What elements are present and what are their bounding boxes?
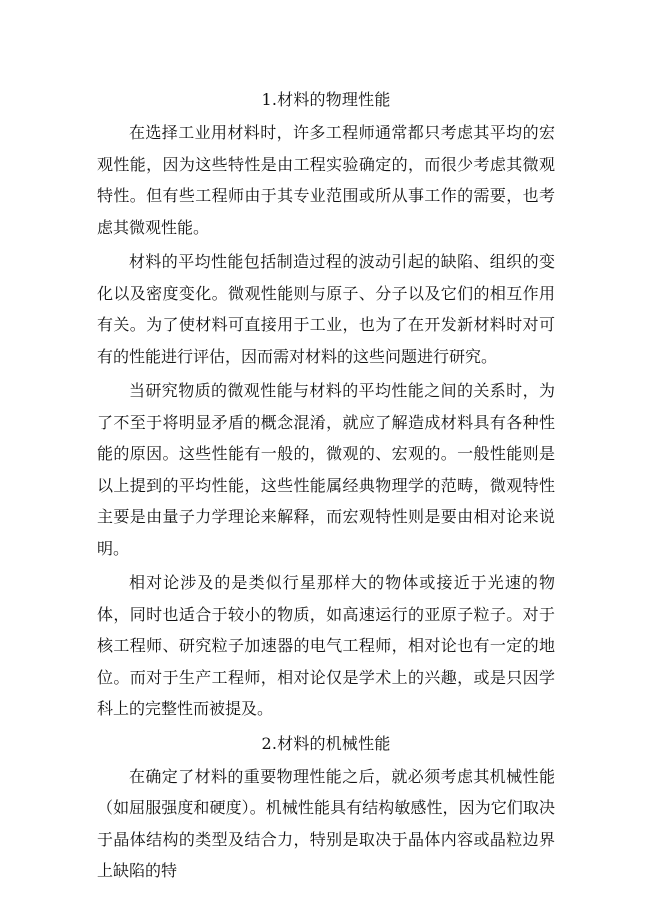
section-2-paragraph-1: 在确定了材料的重要物理性能之后，就必须考虑其机械性能（如屈服强度和硬度）。机械性能具有结构敏感性，因为它们取决于晶体结构的类型及结合力，特别是取决于晶体内容或晶粒边界上缺陷的特 bbox=[97, 766, 555, 880]
section-2-title: 2.材料的机械性能 bbox=[261, 733, 391, 753]
section-1-paragraph-3: 当研究物质的微观性能与材料的平均性能之间的关系时，为了不至于将明显矛盾的概念混淆，就应了解造成材料具有各种性能的原因。这些性能有一般的，微观的、宏观的。一般性能则是以上提到的平均性能，这些性能属经典物理学的范畴，微观特性主要是由量子力学理论来解释，而宏观特性则是要由相对论来说明。 bbox=[97, 381, 555, 558]
section-1-paragraph-2: 材料的平均性能包括制造过程的波动引起的缺陷、组织的变化以及密度变化。微观性能则与原子、分子以及它们的相互作用有关。为了使材料可直接用于工业，也为了在开发新材料时对可有的性能进行评估，因而需对材料的这些问题进行研究。 bbox=[97, 252, 555, 366]
section-1-paragraph-1: 在选择工业用材料时，许多工程师通常都只考虑其平均的宏观性能，因为这些特性是由工程实验确定的，而很少考虑其微观特性。但有些工程师由于其专业范围或所从事工作的需要，也考虑其微观性能。 bbox=[97, 123, 555, 237]
section-1-title: 1.材料的物理性能 bbox=[261, 90, 391, 109]
document-body bbox=[97, 84, 555, 890]
section-1-paragraph-4: 相对论涉及的是类似行星那样大的物体或接近于光速的物体，同时也适合于较小的物质，如高速运行的亚原子粒子。对于核工程师、研究粒子加速器的电气工程师，相对论也有一定的地位。而对于生产工程师，相对论仅是学术上的兴趣，或是只因学科上的完整性而被提及。 bbox=[97, 573, 555, 718]
